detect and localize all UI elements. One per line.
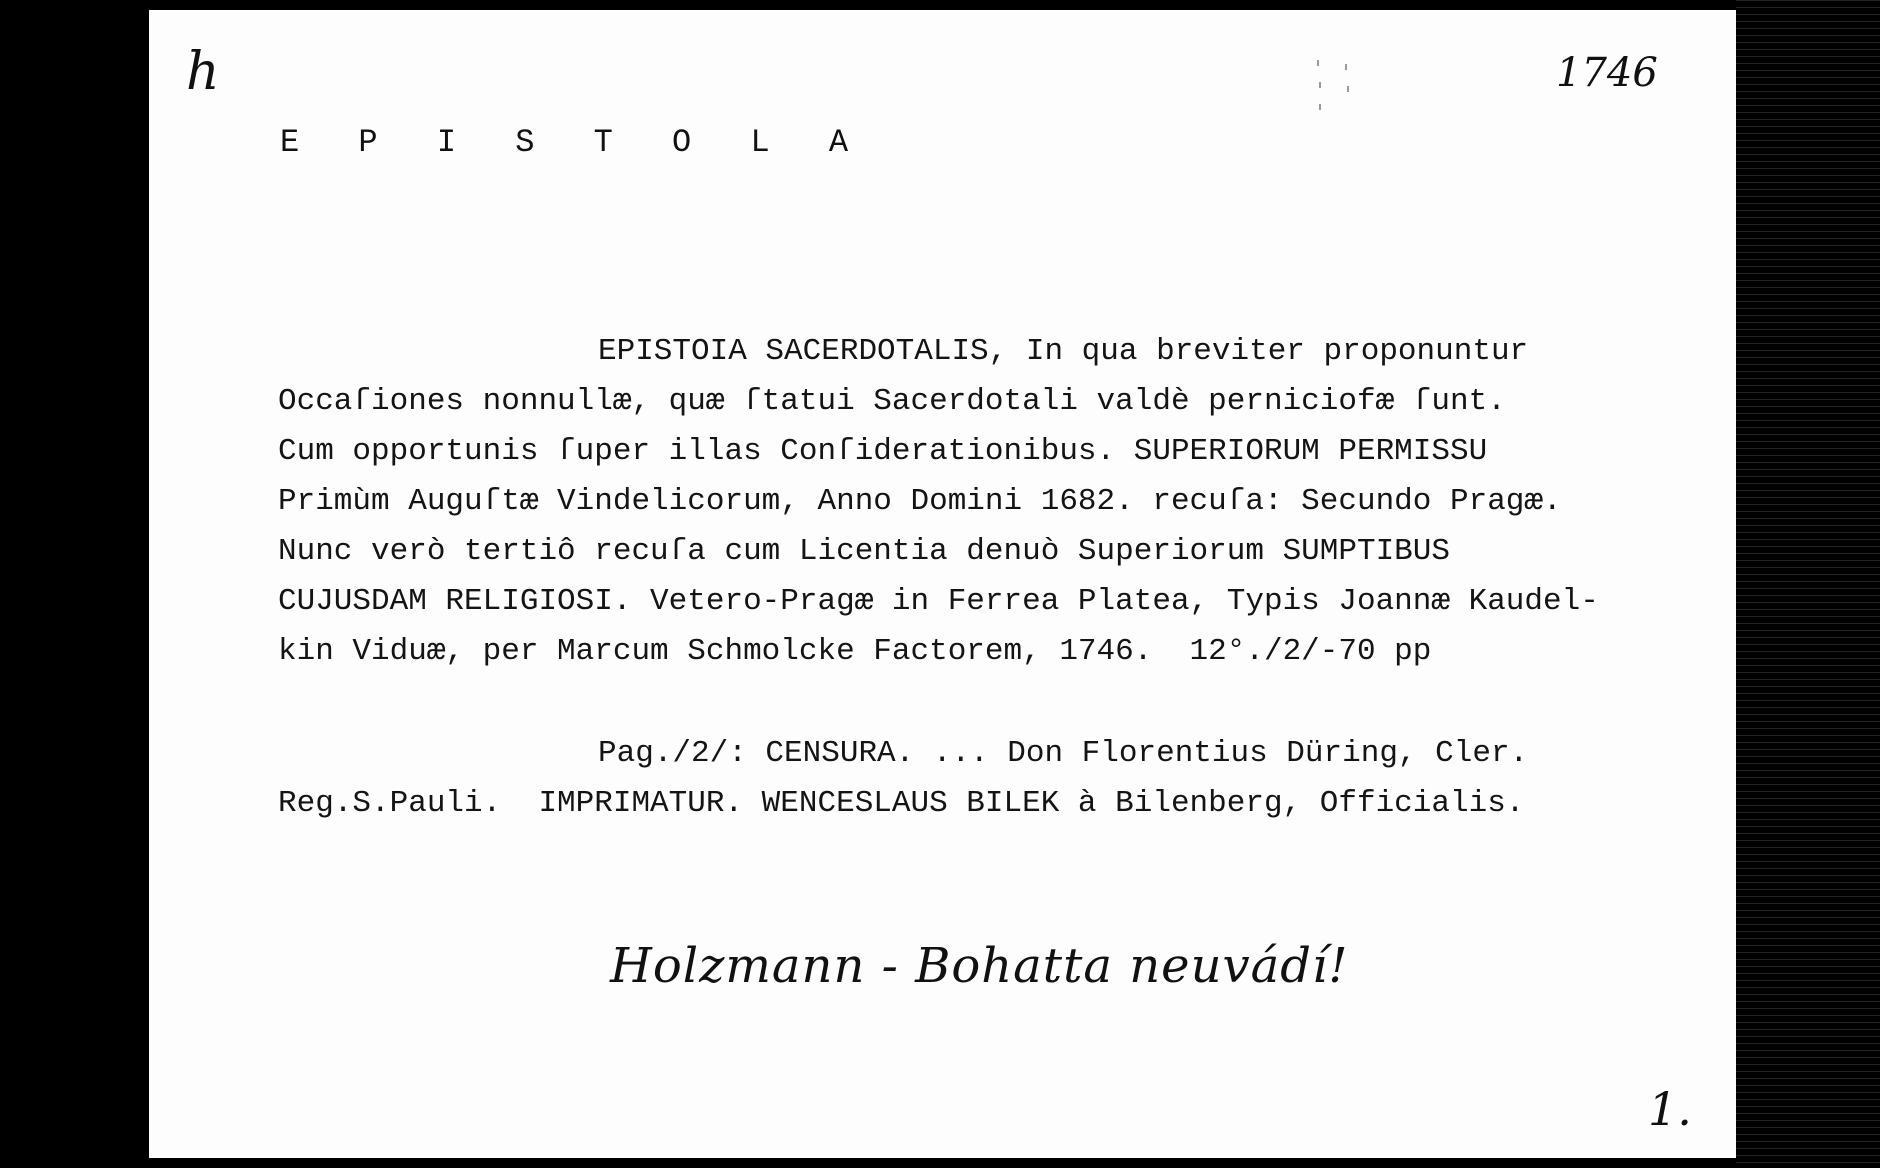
scan-specks — [1315, 60, 1355, 120]
description-line-5: Nunc verò tertiô recuſa cum Licentia denuò Superiorum SUMPTIBUS — [278, 534, 1450, 569]
description-line-6: CUJUSDAM RELIGIOSI. Vetero-Pragæ in Ferrea Platea, Typis Joannæ Kaudel- — [278, 584, 1599, 619]
scan-border-left — [0, 0, 150, 1168]
handwritten-note: Holzmann - Bohatta neuvádí! — [610, 938, 1349, 994]
censura-line-1: Pag./2/: CENSURA. ... Don Florentius Düring, Cler. — [598, 736, 1529, 771]
description-line-7: kin Viduæ, per Marcum Schmolcke Factorem, 1746. 12°./2/-70 pp — [278, 634, 1432, 669]
page-number-mark: 1. — [1648, 1082, 1692, 1136]
description-line-3: Cum opportunis ſuper illas Conſiderationibus. SUPERIORUM PERMISSU — [278, 434, 1488, 469]
scan-border-right — [1736, 0, 1880, 1168]
description-line-1: EPISTOIA SACERDOTALIS, In qua breviter proponuntur — [598, 334, 1529, 369]
description-line-2: Occaſiones nonnullæ, quæ ſtatui Sacerdotali valdè perniciofæ ſunt. — [278, 384, 1506, 419]
description-line-4: Primùm Auguſtæ Vindelicorum, Anno Domini 1682. recuſa: Secundo Pragæ. — [278, 484, 1562, 519]
corner-year-mark: 1746 — [1556, 50, 1658, 96]
card-heading: E P I S T O L A — [280, 124, 869, 161]
corner-mark-left: h — [186, 42, 220, 102]
censura-line-2: Reg.S.Pauli. IMPRIMATUR. WENCESLAUS BILEK à Bilenberg, Officialis. — [278, 786, 1525, 821]
